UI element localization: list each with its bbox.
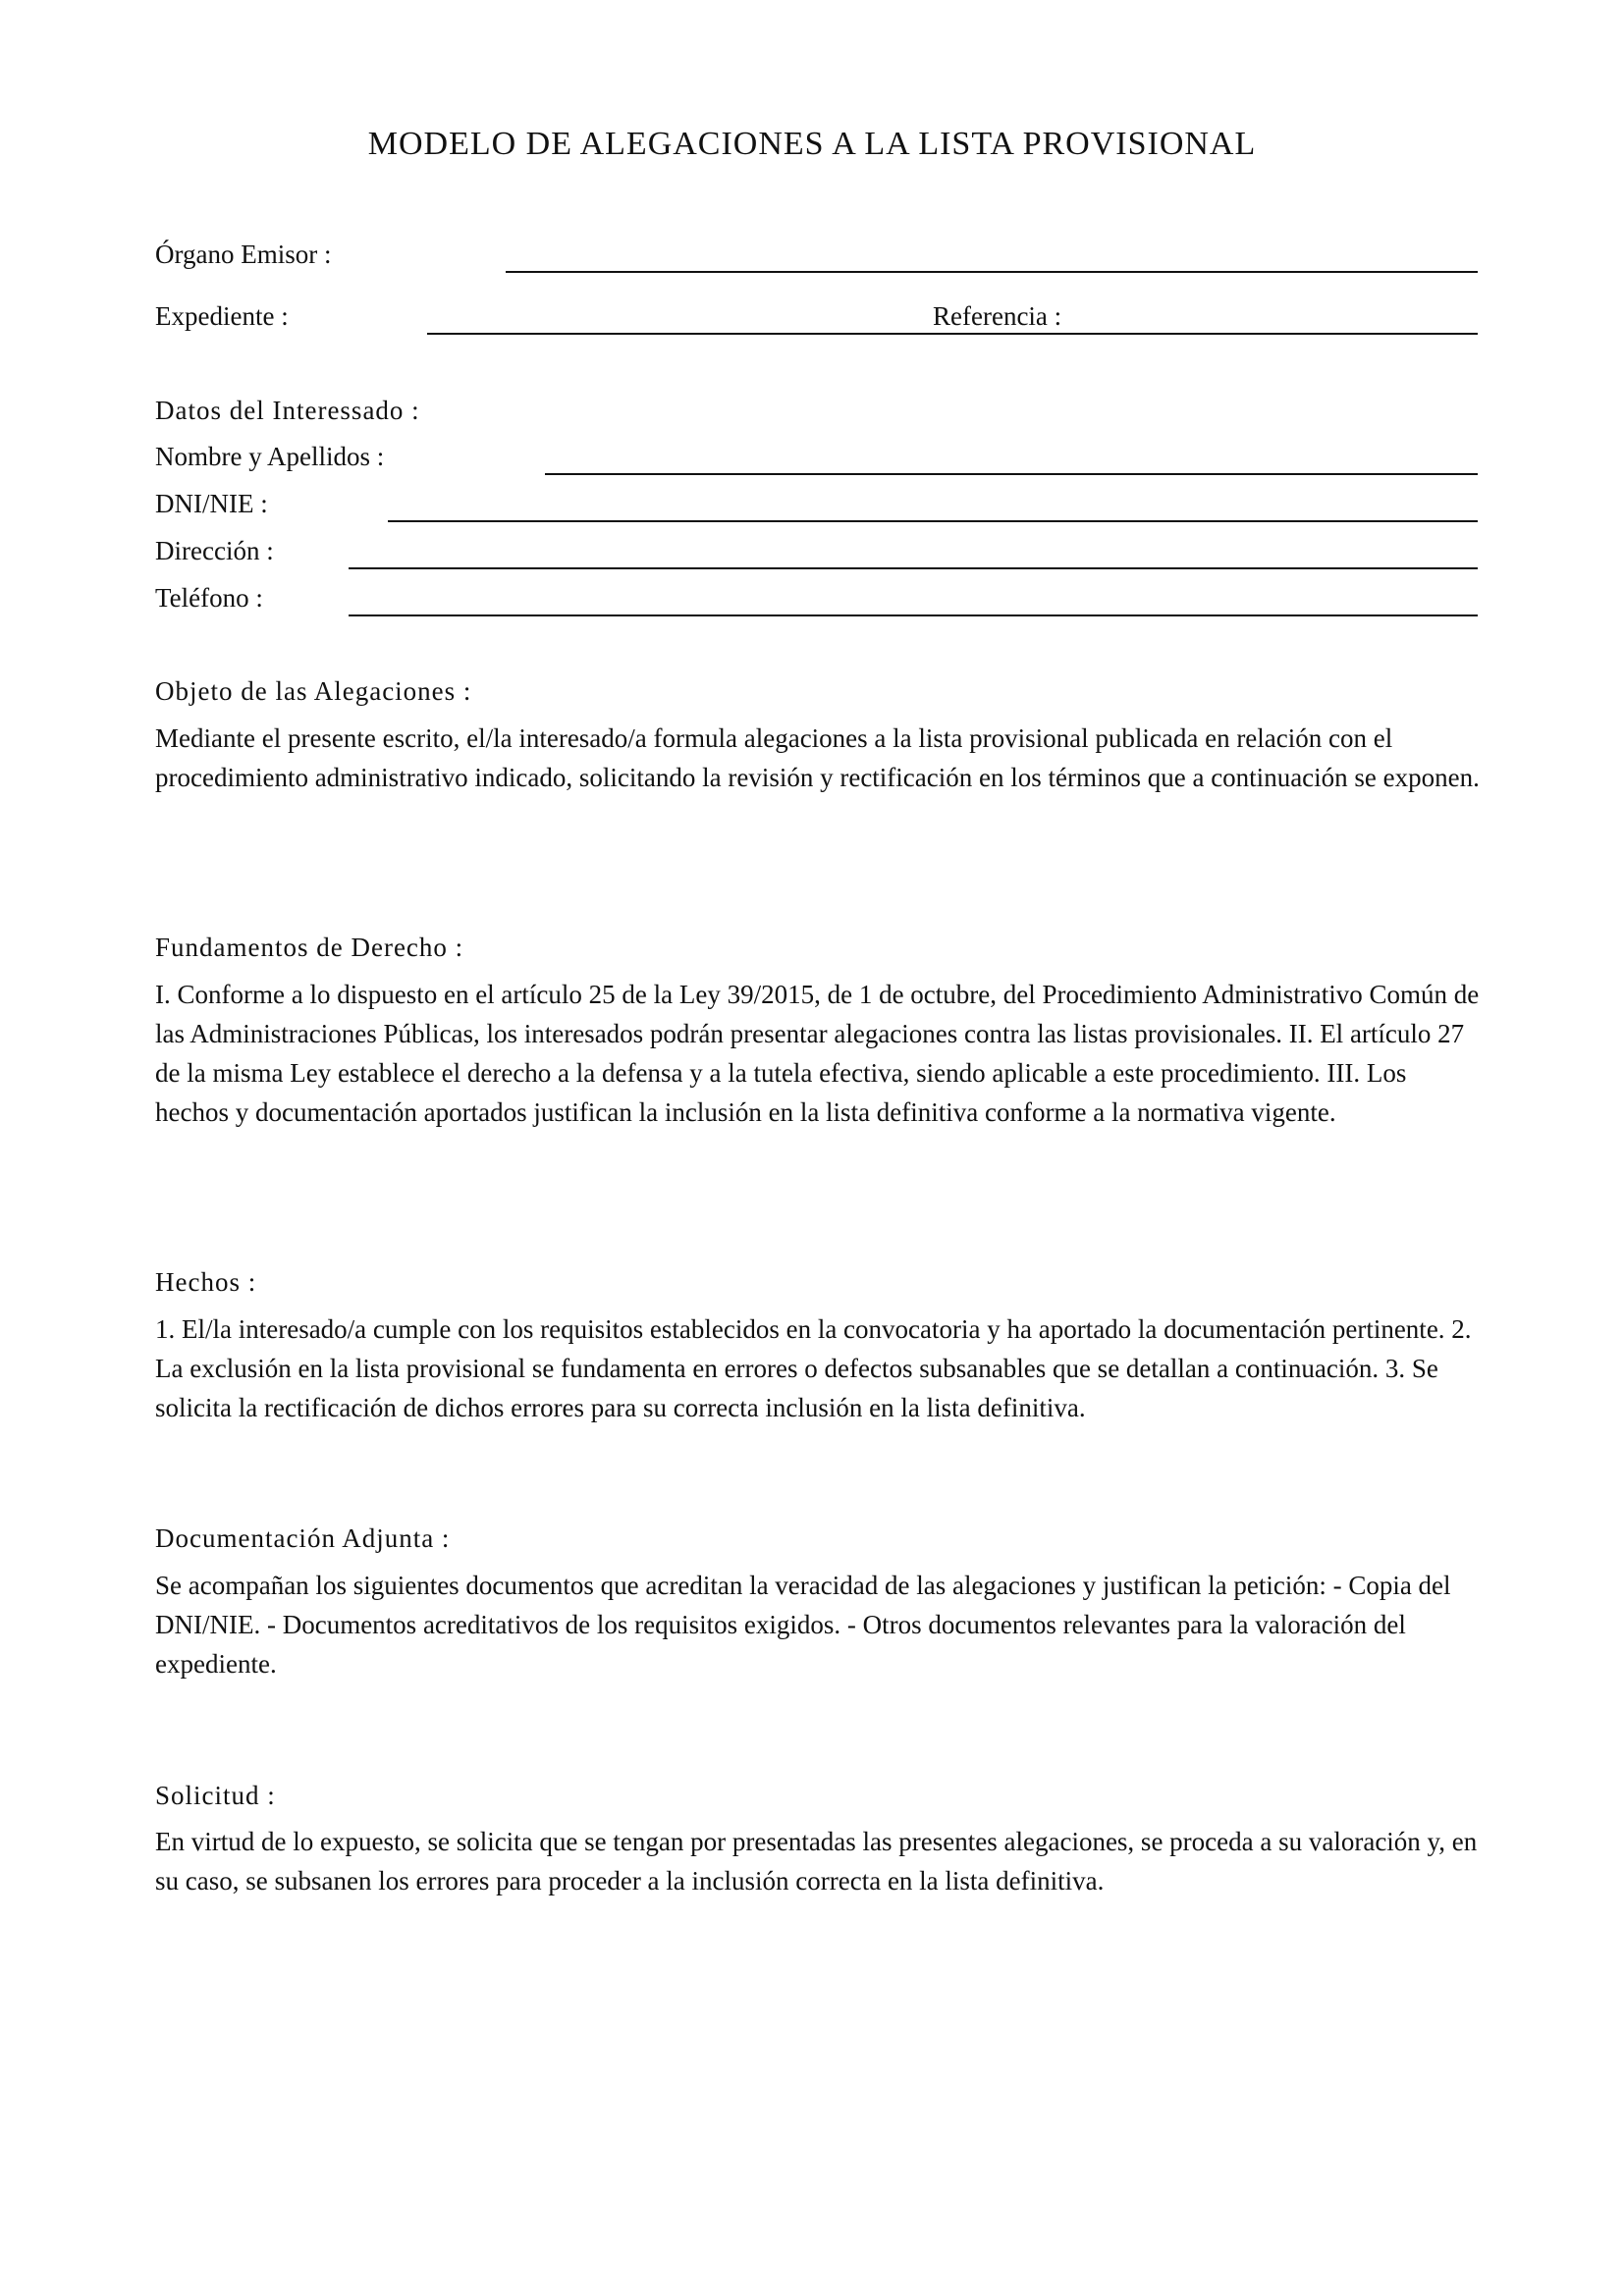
referencia-label: Referencia : [933, 301, 1062, 331]
direccion-label: Dirección : [155, 536, 274, 565]
organo-emisor-label: Órgano Emisor : [155, 240, 332, 269]
nombre-apellidos-label: Nombre y Apellidos : [155, 442, 385, 471]
documentacion-text: Se acompañan los siguientes documentos que acreditan la veracidad de las alegaciones y justifican la petición: - Copia del DNI/NIE. - Documentos acreditativos de los requisitos exigidos. - Otros documentos relevantes para la valoración del expediente. [155, 1571, 1451, 1679]
organo-emisor-field-line[interactable] [506, 271, 1478, 273]
hechos-text: 1. El/la interesado/a cumple con los requisitos establecidos en la convocatoria y ha aportado la documentación pertinente. 2. La exclusión en la lista provisional se fundamenta en errores o defectos subsanables que se detallan a continuación. 3. Se solicita la rectificación de dichos errores para su correcta inclusión en la lista definitiva. [155, 1314, 1472, 1422]
solicitud-heading: Solicitud : [155, 1781, 276, 1810]
fundamentos-text: I. Conforme a lo dispuesto en el artículo 25 de la Ley 39/2015, de 1 de octubre, del Procedimiento Administrativo Común de las Administraciones Públicas, los interesados podrán presentar alegaciones contra las listas provisionales. II. El artículo 27 de la misma Ley establece el derecho a la defensa y a la tutela efectiva, siendo aplicable a este procedimiento. III. Los hechos y documentación aportados justifican la inclusión en la lista definitiva conforme a la normativa vigente. [155, 980, 1480, 1127]
solicitud-text: En virtud de lo expuesto, se solicita que se tengan por presentadas las presentes alegaciones, se proceda a su valoración y, en su caso, se subsanen los errores para proceder a la inclusión correcta en la lista definitiva. [155, 1827, 1478, 1896]
document-title: MODELO DE ALEGACIONES A LA LISTA PROVISIONAL [367, 126, 1257, 162]
expediente-label: Expediente : [155, 301, 289, 331]
direccion-field-line[interactable] [349, 567, 1478, 569]
nombre-apellidos-field-line[interactable] [545, 473, 1478, 475]
hechos-heading: Hechos : [155, 1267, 257, 1297]
telefono-label: Teléfono : [155, 583, 263, 613]
telefono-field-line[interactable] [349, 614, 1478, 616]
documentacion-heading: Documentación Adjunta : [155, 1523, 451, 1553]
dni-nie-label: DNI/NIE : [155, 489, 268, 518]
expediente-field-line[interactable] [427, 333, 1478, 335]
interesado-heading: Datos del Interessado : [155, 396, 420, 425]
fundamentos-heading: Fundamentos de Derecho : [155, 933, 464, 962]
objeto-text: Mediante el presente escrito, el/la interesado/a formula alegaciones a la lista provisional publicada en relación con el procedimiento administrativo indicado, solicitando la revisión y rectificación en los términos que a continuación se exponen. [155, 723, 1480, 792]
dni-nie-field-line[interactable] [388, 520, 1478, 522]
objeto-heading: Objeto de las Alegaciones : [155, 676, 472, 706]
